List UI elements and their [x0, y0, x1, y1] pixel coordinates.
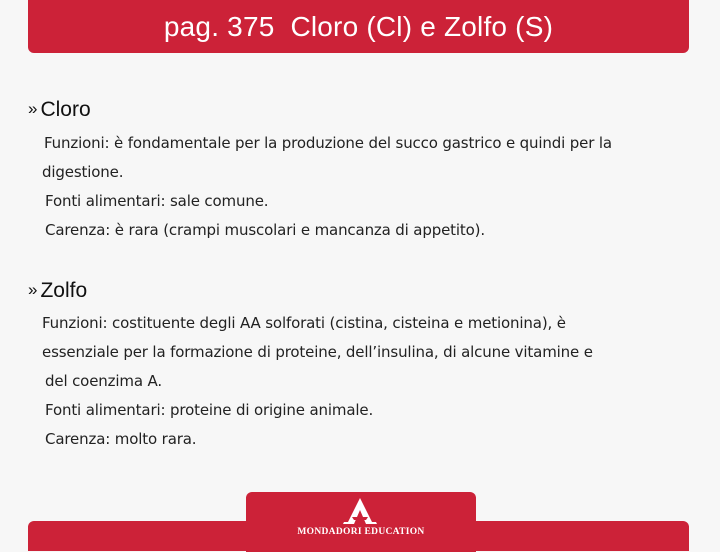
content-line — [42, 343, 593, 361]
term-text: : molto rara. — [105, 430, 197, 448]
content-line — [42, 314, 566, 332]
term-text: : costituente degli AA solforati (cistina, cisteina e metionina), è — [102, 314, 566, 332]
content-line — [44, 134, 612, 152]
term-label: Carenza — [45, 221, 106, 239]
content-line — [45, 401, 373, 419]
section-heading-cloro — [28, 98, 91, 122]
content-line — [42, 163, 123, 181]
term-text: : sale comune. — [160, 192, 269, 210]
title-bar — [28, 0, 689, 53]
page-title: pag. 375 Cloro (Cl) e Zolfo (S) — [163, 10, 554, 42]
term-label: Funzioni — [42, 314, 103, 332]
term-text: : è rara (crampi muscolari e mancanza di appetito). — [105, 221, 486, 239]
term-text: essenziale per la formazione di proteine, dell’insulina, di alcune vitamine e — [42, 343, 593, 361]
term-label: Carenza — [45, 430, 106, 448]
term-text: del coenzima A. — [45, 372, 162, 390]
term-text: : proteine di origine animale. — [160, 401, 374, 419]
bullet-icon: » — [28, 99, 38, 118]
section-heading-zolfo — [28, 279, 87, 303]
term-text: digestione. — [42, 163, 124, 181]
content-line — [45, 192, 268, 210]
term-label: Funzioni — [44, 134, 105, 152]
term-label: Fonti alimentari — [45, 192, 161, 210]
footer-logo-text: MONDADORI EDUCATION — [297, 527, 425, 537]
content-line — [45, 221, 485, 239]
bullet-icon: » — [28, 280, 38, 299]
section-title: Cloro — [40, 98, 91, 121]
term-text: : è fondamentale per la produzione del succo gastrico e quindi per la — [104, 134, 612, 152]
content-line — [45, 430, 196, 448]
mondadori-a-logo-icon — [339, 497, 381, 525]
content-line — [45, 372, 162, 390]
term-label: Fonti alimentari — [45, 401, 161, 419]
section-title: Zolfo — [40, 279, 88, 302]
